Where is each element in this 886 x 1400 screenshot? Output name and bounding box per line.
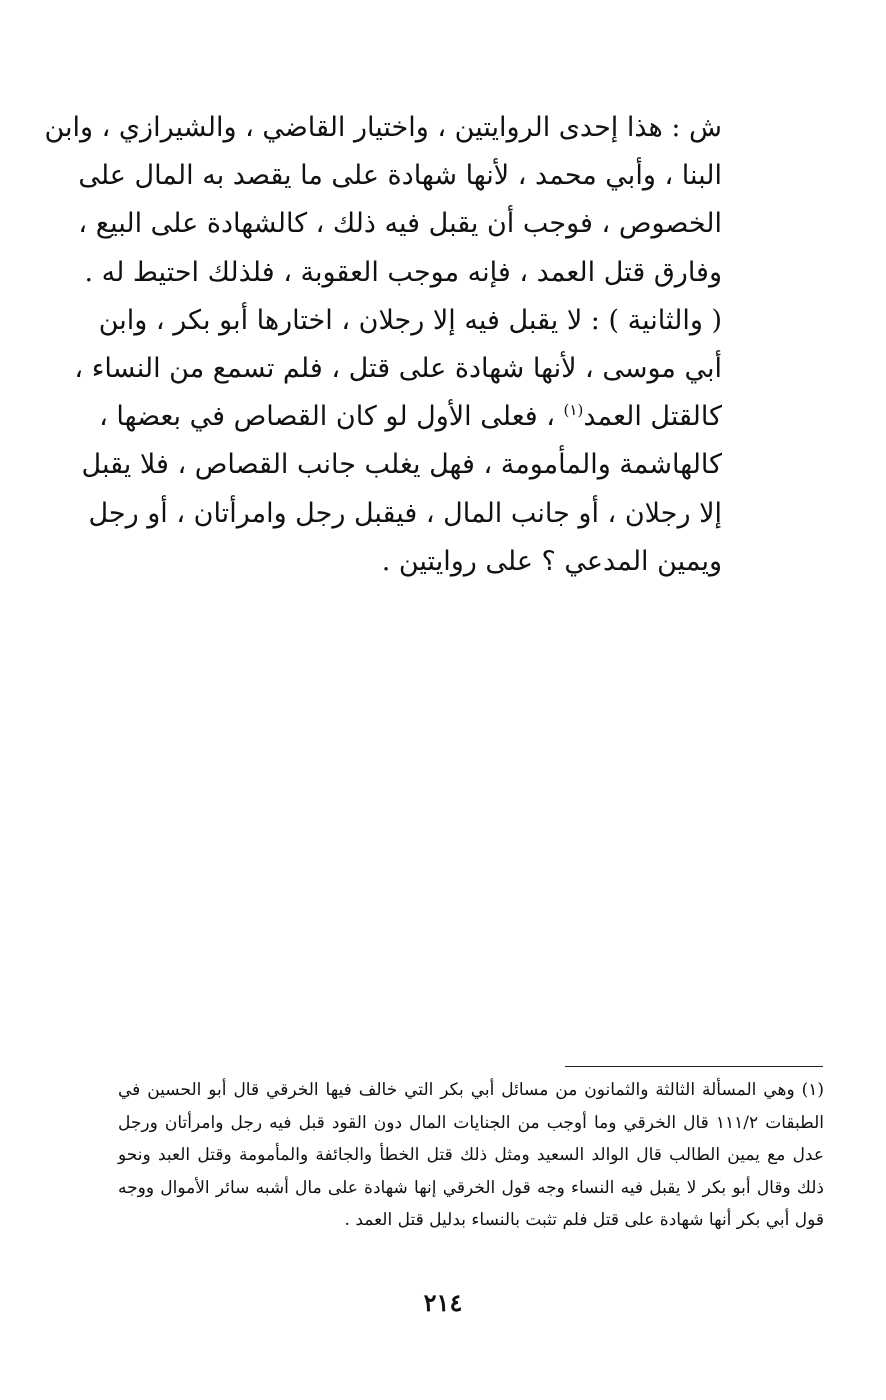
text-line: إلا رجلان ، أو جانب المال ، فيقبل رجل وامرأتان ، أو رجل bbox=[88, 497, 722, 529]
text-line: كالهاشمة والمأمومة ، فهل يغلب جانب القصاص ، فلا يقبل bbox=[81, 449, 722, 481]
page-number: ٢١٤ bbox=[423, 1288, 463, 1317]
text-line: ش : هذا إحدى الروايتين ، واختيار القاضي ، والشيرازي ، وابن bbox=[44, 112, 722, 143]
text-line: ويمين المدعي ؟ على روايتين . bbox=[381, 545, 722, 577]
text-line-start: كالقتل العمد bbox=[583, 401, 722, 433]
text-line: وفارق قتل العمد ، فإنه موجب العقوبة ، فلذلك احتيط له . bbox=[84, 256, 722, 288]
main-text bbox=[44, 104, 722, 586]
text-line-end: ، فعلى الأول لو كان القصاص في بعضها ، bbox=[99, 401, 564, 433]
footnote-line: قول أبي بكر أنها شهادة على قتل فلم تثبت بالنساء بدليل قتل العمد . bbox=[344, 1210, 824, 1231]
text-line: ( والثانية ) : لا يقبل فيه إلا رجلان ، اختارها أبو بكر ، وابن bbox=[98, 304, 722, 336]
text-line: البنا ، وأبي محمد ، لأنها شهادة على ما يقصد به المال على bbox=[78, 160, 722, 192]
footnote-reference[interactable]: (١) bbox=[563, 401, 584, 420]
footnote-line: عدل مع يمين الطالب قال الوالد السعيد ومثل ذلك قتل الخطأ والجائفة والمأمومة وقتل العبد ونحو bbox=[118, 1145, 824, 1166]
text-line: الخصوص ، فوجب أن يقبل فيه ذلك ، كالشهادة على البيع ، bbox=[78, 208, 722, 240]
footnote-line: الطبقات ١١١/٢ قال الخرقي وما أوجب من الجنايات المال دون القود قبل فيه رجل وامرأتان ورجل bbox=[118, 1112, 824, 1133]
footnote-line: ذلك وقال أبو بكر لا يقبل فيه النساء وجه قول الخرقي إنها شهادة على مال أشبه سائر الأموال ووجه bbox=[118, 1177, 824, 1198]
footnote-line: (١) وهي المسألة الثالثة والثمانون من مسائل أبي بكر التي خالف فيها الخرقي قال أبو الحسين في bbox=[118, 1080, 824, 1100]
text-line bbox=[99, 393, 722, 441]
text-line: أبي موسى ، لأنها شهادة على قتل ، فلم تسمع من النساء ، bbox=[74, 353, 722, 385]
footnote-divider bbox=[565, 1066, 823, 1067]
footnote bbox=[118, 1074, 824, 1237]
